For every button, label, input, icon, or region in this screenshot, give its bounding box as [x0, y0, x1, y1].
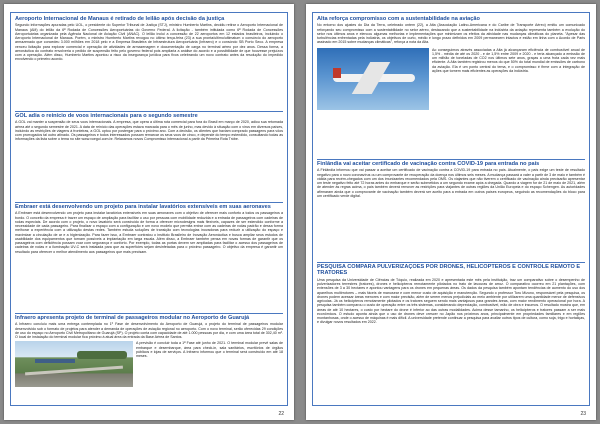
article-title: Finlândia vai aceitar certificado de vacinação contra COVID-19 para entrada no país: [317, 161, 540, 167]
article-body: A GOL vai manter a suspensão de seus voos internacionais. A empresa, que opera a última rota comercial para fora do Brasil em março de 2020, adiou sua retomada aérea até o segundo semestre de 2021. A data de reinício das operações estava marcada para o mês de junho, mas devido à situação com o vírus em diversos países, incluindo as restrições de viagens à fronteiras, a GOL optou por postergar para o próximo ano. Com a decisão, os clientes que haviam comprado passagens para vôos com prorrogados tal outro atinado. Os passageiros e todos interessados possam remarcar os seus voos de cinco, e depende do tempo estendido, consultando todas as informações da lista sobre o tema no site www.voegol.com.br. Relaxamos novos Compromisso internacional a partir da Primeira Rota Tróbe.: [15, 120, 283, 142]
article-embraer: [15, 204, 283, 310]
article-title: Infraero apresenta projeto de terminal de passageiros modular no Aeroporto de Guarujá: [15, 315, 250, 321]
article-body: A Finlândia informou que vai passar a aceitar um certificado de vacinação contra a COVID-19 para entrada no país. Atualmente, o país exige um teste de resultado negativo para o novo coronavírus ou um comprovante de recuperação da doença nos últimos seis meses. A mudança passará a valer a partir de 3 de maio e também é válida para recém-chegados com um dos imunizantes recomendados pela OMS. Os viajantes que não tiverem o certificado de vacinação ainda precisarão apresentar um teste negativo feito até 72 horas antes do embarque e serão submetidos a um segundo exame após a chegada. Quando a viagem for de 21 de maio de 2021, além de atender às regras acima, o país também deverá remover as restrições para viajantes de outras regiões da União Europeia e do espaço Schengen. As autoridades afirmaram ainda que o comprovante de vacinação também deverá ser aceito para a entrada em outros países europeus, seguindo as recomendações do bloco para um certificado verde digital.: [317, 168, 585, 198]
article-title: Alta reforça compromisso com a sustentabilidade na aviação: [317, 16, 480, 22]
article-title: PESQUISA COMPARA PULVERIZAÇÕES POR DRONES, HELICÓPTEROS E CONTROLE REMOTO E TRATORES: [317, 264, 581, 277]
section-divider: [317, 262, 585, 263]
page-number: 22: [278, 411, 284, 417]
section-divider: [15, 111, 283, 112]
airport-aerial-photo: [15, 341, 133, 387]
article-body: A Embraer está desenvolvendo um projeto para instalar lavatórios extensíveis em suas aeronaves com o objetivo de oferecer mais conforto a todos os passageiros a bordo. O conceito da empresa é trazer um espaço de ampliação para facilitar o uso por pessoas com mobilidade reduzida e a entrada de passageiros com cadeiras de rodas especiais. De acordo com o projeto, o novo lavatório será construído de forma a oferecer microdesigns mais flexíveis, capazes de ser estendido conforme a necessidade de cada passageiro. Para finalizar o espaço com a configuração e um novo modelo que permita entrar com as cadeiras de rodas padrão e dessa forma melhorar a experiência com a utilização destas redes. Também estuda soluções de transição com tecnologias inovadoras para reduzir a utilização do espaço e maximizar a circulação de ar e a higienização. Para fazer isso, a Embraer contratou o instituto Brasileiro de Inovação Aeronáutica e busca ampliar seus estudos de usabilidade dos equipamentos que tornam possíveis a implantação em larga escala. Além disso, a Embraer também pensa em novas formas de garantir que os passageiros com deficiência possam voar com segurança e conforto. Por exemplo, todas as portas devem ser ampliadas para facilitar o acesso dos passageiros de cadeiras de rodas e a iluminação UV-C será instalada para que as superfícies sejam desinfetadas para o próximo passageiro. O objetivo da empresa é garantir um resultado para oferecer o melhor atendimento aos passageiros que mais precisam.: [15, 211, 283, 254]
section-divider: [15, 313, 283, 314]
article-title: Aeroporto Internacional de Manaus é retirado de leilão após decisão da justiça: [15, 16, 225, 22]
article-body: A Infraero concluiu mais uma entrega contemplada no 1º Fase de desenvolvimento do Aeroporto de Guarujá, o projeto do terminal de passageiros modular desenvolvido sob o formato de projetos para atender a demanda de operações de aviação regional no aeroporto. Com o novo terminal, serão oferecidas 29 condições de uso do espaço no Aeroporto Civil Metropolitano de Guarujá (SP). O projeto conta com capacidade de até 1.000 pessoas por dia, e com uma área total de 302,40 m². O local de instalação do terminal modular fica próximo à atual área da entrada da Base Aérea de Santos.: [15, 322, 283, 340]
article-alta-sustainability: [317, 16, 585, 156]
airplane-photo: [317, 48, 429, 110]
page-right: [306, 4, 596, 420]
article-infraero: [15, 315, 283, 405]
article-body: No entorno dos ajustes do Dia da Terra, celebrado ontem (22), a Alta (Associação Latino-Americana e do Caribe de Transporte Aéreo) emitiu um comunicado reforçando seu compromisso com a sustentabilidade no setor aéreo, destacando que a sustentabilidade na indústria da aviação representa também a evolução do setor nos últimos anos e elencou algumas melhorias e implementações que minimizam os efeitos da atividade nas mudanças climáticas do planeta. "Apesar das turbulências enfrentadas pela indústria, os objetivos de curto, médio e longo prazo definidos em 2009 permanecem intactos e estão em linha com o Acordo de Paris assinado em 2015 sobre mudanças climáticas", reforça a nota da Alta.: [317, 23, 585, 45]
page-number: 23: [580, 411, 586, 417]
article-body: Uma pesquisa da Universidade de Ciências de Tóquio, realizada em 2020 e apresentada este mês pela instituição, traz um comparativo sobre o desempenho de pulverizadores terrestres (tratores), drones e helicópteros remotamente pilotados no trato de lavouras de arroz. O comparativo ocorreu em 21 plantações, com extensões de 3 a 30 hectares e apontou vantagens para os drones em pequenas áreas. Os dados da pesquisa também apontam tendências de aumento do uso dos aparelhos multirrotores – mais fáceis de manusear e com menor custo de aquisição e manutenção. Segundo o professor Toru Mizuno, responsável pela pesquisa, os drones podem acessar áreas menores e com maior precisão, além de serem menos prejudiciais ao meio ambiente por utilizarem uma quantidade menor de defensivos agrícolas. Já os helicópteros remotamente pilotados e os tratores seguem sendo mais vantajosos para grandes áreas, com maior rendimento operacional por hora. A pesquisa também comparou o custo de operação entre os três sistemas, considerando depreciação, combustível, mão de obra e insumos. O resultado mostra que, em áreas de até 10 hectares, o custo por hectare do drone é inferior ao das outras modalidades. Acima desse tamanho, os helicópteros e tratores passam a ser mais econômicos. O estudo aponta ainda que o uso de drones deve crescer no Japão nos próximos anos, principalmente em propriedades familiares e em regiões montanhosas, onde o acesso de máquinas é mais difícil. A universidade pretende continuar a pesquisa para avaliar outros tipos de cultura, como soja, trigo e hortaliças, e divulgar novos resultados em 2022.: [317, 277, 585, 325]
page-frame: [312, 12, 590, 406]
section-divider: [317, 159, 585, 160]
article-body-continued: Ao conseguimos através associadas a Alta já alcançaram eficiência de combustível anual de 1,5% - média de até os 2020 - e de 1,5% entre 2009 e 2020 - e teria alcançado a emissão de um milhão de toneladas de CO2 nos últimos sete anos, graças a uma frota cada vez mais eficiente. A Alta também registrou menos do que 50% do total mundial de emissões de carbono da aviação. Ela é um ponto central do tema, e o compromisso é firme com a integração de ações que tornem mais eficientes as operações da indústria.: [432, 47, 585, 73]
article-manaus-airport: [15, 16, 283, 108]
article-body: Segundo informações apuradas pelo UOL, o presidente do Superior Tribunal de Justiça (STJ), ministro Humberto Martins, decidiu retirar o Aeroporto Internacional de Manaus (AM) do leilão da 6ª Rodada de Concessões Aeroportuárias do Governo Federal. A licitação - também intitulada como 6ª Rodada de Concessões Aeroportuárias organizada pela Agência Nacional de Aviação Civil (ANAC). O leilão inclui a concessão de 22 aeroportos em 12 estados brasileiros, incluindo o Aeroporto Internacional de Manaus. Porém, o ministro Humberto Martins revogou no último terça-feira (23) a sua pronta/ultimo/ultimatum o consórcio do aeroporto armazenado que concedeu 3.000 milhões em 2018 pelo e a Empresa Brasileira de Infraestrutura Aeroportuária (Infraero) e o consórcio SB Porto Seco. A empresa venceu licitação para explorar comercial e operação de atividades de armazenagem e documentação de carga no terminal aéreo por dez anos. Dessa forma, a aeronáutica do contrato envolveria o pedido de suspensão feito pelo governo federal pois ampliaria a análise do acordo e a possibilidade de que houvesse prejuízos com a operação. Além disso, Humberto Martins apontou a risco da insegurança jurídica para fixos celebrando um novo contrato antes da resolução do impedido envolvendo o primeiro acordo.: [15, 23, 283, 62]
section-divider: [15, 202, 283, 203]
article-drone-research: [317, 264, 585, 405]
article-gol: [15, 113, 283, 199]
article-body-continued: A previsão é concluir toda a 1ª Fase até junho de 2021. O terminal modular prevê salas de embarque e desembarque, área para check-in, sala sanitários, escritórios de órgãos públicos e lojas de serviços. A Infraero informou que o terminal será construído em até 18 meses.: [136, 341, 283, 359]
page-frame: [10, 12, 288, 406]
page-left: [4, 4, 294, 420]
article-title: Embraer está desenvolvendo um projeto para instalar lavatórios extensíveis em suas aeronaves: [15, 204, 271, 210]
article-title: GOL adia o reinício de voos internacionais para o segundo semestre: [15, 113, 198, 119]
article-finland-vaccine: [317, 161, 585, 259]
